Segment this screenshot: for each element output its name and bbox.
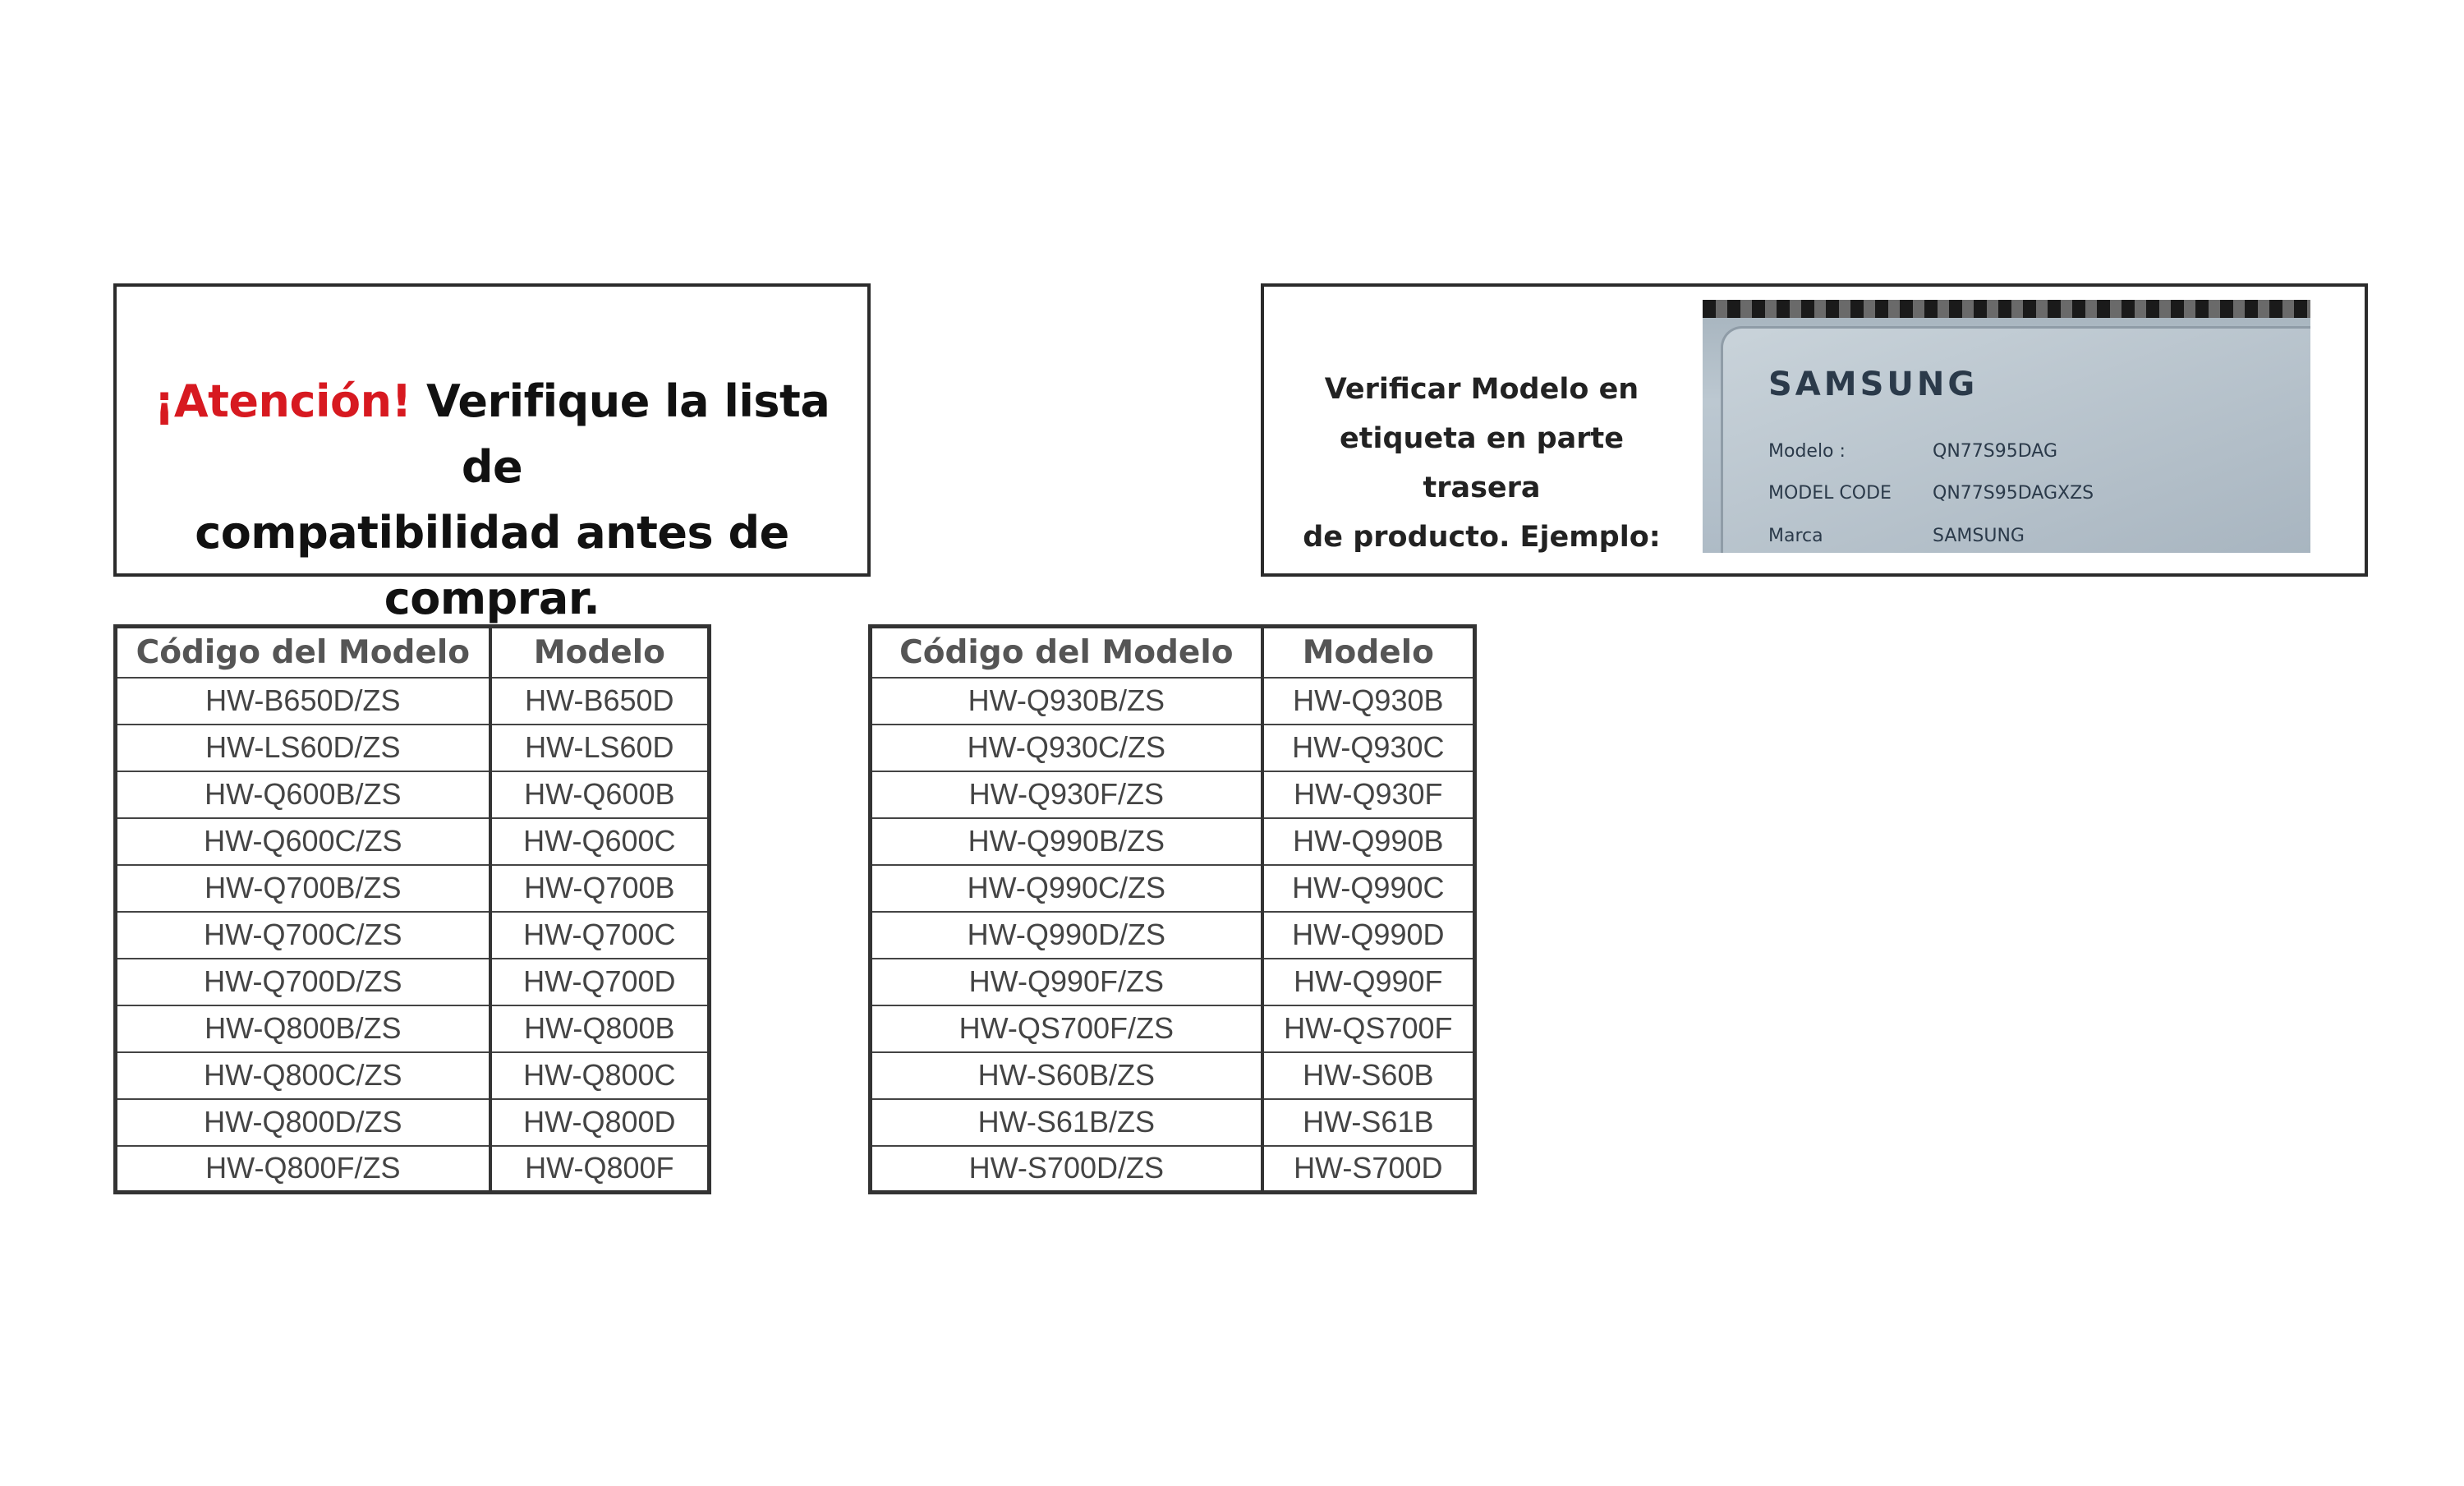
model-code-cell: HW-Q600C/ZS [116, 818, 490, 865]
table-row [116, 771, 710, 818]
label-photo-edge [1703, 300, 2310, 318]
table-row [116, 725, 710, 771]
label-row-value: SAMSUNG [1933, 526, 2025, 546]
table-row [116, 1005, 710, 1052]
model-cell: HW-Q700D [490, 959, 710, 1005]
model-cell: HW-Q600C [490, 818, 710, 865]
model-cell: HW-Q800F [490, 1146, 710, 1193]
table-header-row [116, 627, 710, 678]
product-label-photo [1703, 300, 2310, 553]
model-code-cell: HW-Q990B/ZS [871, 818, 1262, 865]
table-row [116, 818, 710, 865]
table-row [871, 959, 1475, 1005]
model-cell: HW-Q800C [490, 1052, 710, 1099]
model-cell: HW-LS60D [490, 725, 710, 771]
label-row-key: MODEL CODE [1768, 483, 1892, 504]
model-cell: HW-Q800B [490, 1005, 710, 1052]
table-row [116, 678, 710, 725]
model-code-cell: HW-Q800D/ZS [116, 1099, 490, 1146]
table-row [871, 865, 1475, 912]
attention-notice-box [113, 283, 871, 624]
table-row [871, 771, 1475, 818]
model-cell: HW-QS700F [1262, 1005, 1475, 1052]
model-cell: HW-Q930F [1262, 771, 1475, 818]
label-row-key: Modelo : [1768, 441, 1846, 462]
model-cell: HW-Q700B [490, 865, 710, 912]
model-code-cell: HW-S60B/ZS [871, 1052, 1262, 1099]
model-cell: HW-Q800D [490, 1099, 710, 1146]
model-code-cell: HW-S700D/ZS [871, 1146, 1262, 1193]
model-cell: HW-S60B [1262, 1052, 1475, 1099]
table-row [116, 1052, 710, 1099]
model-code-cell: HW-Q930C/ZS [871, 725, 1262, 771]
label-row-value: QN77S95DAGXZS [1933, 483, 2094, 504]
verify-model-instructions [1280, 365, 1683, 562]
label-sticker [1721, 326, 2310, 553]
model-cell: HW-Q990B [1262, 818, 1475, 865]
model-code-cell: HW-Q990F/ZS [871, 959, 1262, 1005]
attention-alert-word: ¡Atención! [154, 375, 411, 427]
table-row [871, 725, 1475, 771]
verify-line3: de producto. Ejemplo: [1303, 521, 1661, 554]
header-model-code: Código del Modelo [116, 627, 490, 678]
model-cell: HW-Q700C [490, 912, 710, 959]
table-row [116, 1146, 710, 1193]
model-code-cell: HW-LS60D/ZS [116, 725, 490, 771]
model-cell: HW-Q600B [490, 771, 710, 818]
model-code-cell: HW-Q600B/ZS [116, 771, 490, 818]
attention-line1-rest: Verifique la lista de [411, 375, 830, 493]
header-model: Modelo [1262, 627, 1475, 678]
table-row [116, 1099, 710, 1146]
model-code-cell: HW-Q800C/ZS [116, 1052, 490, 1099]
model-cell: HW-B650D [490, 678, 710, 725]
attention-line2: compatibilidad antes de comprar. [195, 507, 789, 624]
model-code-cell: HW-Q700D/ZS [116, 959, 490, 1005]
verify-line2: etiqueta en parte trasera [1340, 422, 1624, 504]
model-code-cell: HW-Q930F/ZS [871, 771, 1262, 818]
header-model-code: Código del Modelo [871, 627, 1262, 678]
verify-model-box [1261, 283, 2368, 577]
model-cell: HW-Q990D [1262, 912, 1475, 959]
model-cell: HW-Q930B [1262, 678, 1475, 725]
model-cell: HW-Q990F [1262, 959, 1475, 1005]
table-row [871, 1052, 1475, 1099]
table-row [871, 678, 1475, 725]
label-brand: SAMSUNG [1768, 366, 1979, 403]
model-code-cell: HW-Q930B/ZS [871, 678, 1262, 725]
model-cell: HW-Q990C [1262, 865, 1475, 912]
label-row-model-code [1768, 483, 2094, 504]
model-code-cell: HW-QS700F/ZS [871, 1005, 1262, 1052]
verify-line1: Verificar Modelo en [1324, 373, 1639, 406]
label-row-model [1768, 441, 2057, 462]
table-row [116, 865, 710, 912]
table-row [116, 912, 710, 959]
label-row-value: QN77S95DAG [1933, 441, 2057, 462]
model-cell: HW-Q930C [1262, 725, 1475, 771]
model-code-cell: HW-S61B/ZS [871, 1099, 1262, 1146]
model-code-cell: HW-B650D/ZS [116, 678, 490, 725]
table-row [871, 1146, 1475, 1193]
table-row [116, 959, 710, 1005]
model-code-cell: HW-Q800F/ZS [116, 1146, 490, 1193]
model-code-cell: HW-Q800B/ZS [116, 1005, 490, 1052]
compatibility-table-left [113, 624, 711, 1194]
model-code-cell: HW-Q990D/ZS [871, 912, 1262, 959]
attention-notice-text [117, 369, 867, 632]
table-header-row [871, 627, 1475, 678]
label-row-key: Marca [1768, 526, 1823, 546]
table-row [871, 912, 1475, 959]
table-row [871, 1099, 1475, 1146]
model-cell: HW-S700D [1262, 1146, 1475, 1193]
table-row [871, 818, 1475, 865]
header-model: Modelo [490, 627, 710, 678]
label-row-brand [1768, 526, 2025, 546]
compatibility-table-right [868, 624, 1477, 1194]
model-cell: HW-S61B [1262, 1099, 1475, 1146]
model-code-cell: HW-Q990C/ZS [871, 865, 1262, 912]
table-row [871, 1005, 1475, 1052]
model-code-cell: HW-Q700C/ZS [116, 912, 490, 959]
model-code-cell: HW-Q700B/ZS [116, 865, 490, 912]
